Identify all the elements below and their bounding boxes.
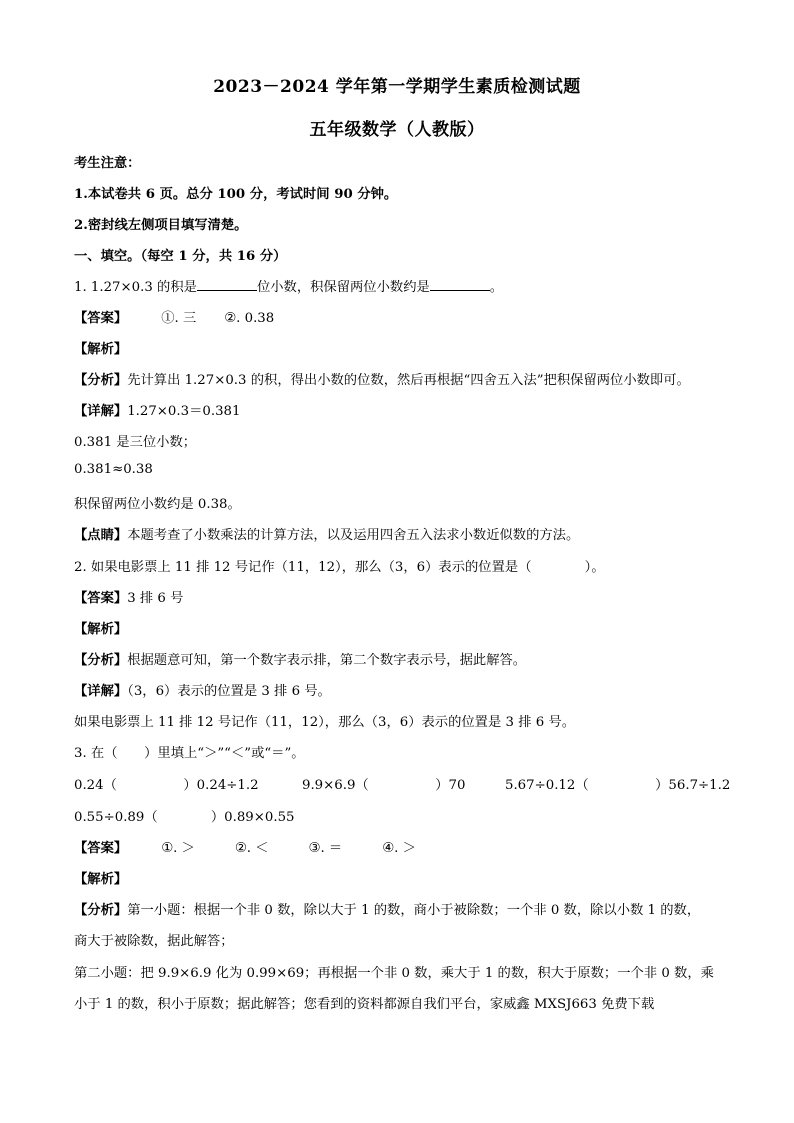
q3-fenxi-4: 小于 1 的数，积小于原数；据此解答；您看到的资料都源自我们平台，家威鑫 MXSJ663 免费下载 bbox=[74, 997, 655, 1012]
q1-blank-2 bbox=[430, 278, 490, 291]
q3-fenxi-tag: 【分析】 bbox=[74, 903, 128, 918]
q1-answer bbox=[74, 307, 274, 326]
q1-detail-1: 1.27×0.3＝0.381 bbox=[127, 404, 241, 419]
q1-comment-tag: 【点睛】 bbox=[74, 528, 128, 543]
q1-detail-tag: 【详解】 bbox=[74, 404, 128, 419]
q3-fenxi bbox=[74, 899, 700, 918]
q1-detail-4: 积保留两位小数约是 0.38。 bbox=[74, 497, 241, 512]
q2-stem: 2. 如果电影票上 11 排 12 号记作（11，12），那么（3，6）表示的位置是（ ）。 bbox=[74, 560, 605, 575]
q3-answer-2: ②. ＜ bbox=[234, 841, 269, 856]
q1-comment-text: 本题考查了小数乘法的计算方法，以及运用四舍五入法求小数近似数的方法。 bbox=[127, 528, 580, 543]
q3-stem: 3. 在（ ）里填上“＞”“＜”或“＝”。 bbox=[74, 746, 305, 761]
q1-comment bbox=[74, 524, 579, 543]
q1-stem bbox=[74, 276, 503, 295]
q1-answer-tag: 【答案】 bbox=[74, 311, 128, 326]
q1-blank-1 bbox=[197, 278, 257, 291]
page-subtitle: 五年级数学（人教版） bbox=[309, 120, 485, 140]
q1-stem-part-b: 位小数，积保留两位小数约是 bbox=[256, 280, 430, 295]
q2-detail-2: 如果电影票上 11 排 12 号记作（11，12），那么（3，6）表示的位置是 3 排 6 号。 bbox=[74, 715, 575, 730]
q1-fenxi bbox=[74, 369, 690, 388]
q3-fenxi-1: 第一小题：根据一个非 0 数，除以大于 1 的数，商小于被除数；一个非 0 数，除以小数 1 的数， bbox=[127, 903, 701, 918]
q1-fenxi-tag: 【分析】 bbox=[74, 373, 128, 388]
q2-analysis-tag: 【解析】 bbox=[74, 622, 128, 637]
q2-detail bbox=[74, 680, 331, 699]
q1-detail-2: 0.381 是三位小数； bbox=[74, 435, 197, 450]
q3-row2: 0.55÷0.89（ ）0.89×0.55 bbox=[74, 810, 295, 825]
notice-item-2: 2.密封线左侧项目填写清楚。 bbox=[74, 218, 248, 233]
q2-detail-tag: 【详解】 bbox=[74, 684, 128, 699]
q2-detail-1: （3，6）表示的位置是 3 排 6 号。 bbox=[127, 684, 331, 699]
q2-answer-text: 3 排 6 号 bbox=[127, 591, 184, 606]
q1-answer-2: ②. 0.38 bbox=[224, 311, 275, 326]
q3-analysis-tag: 【解析】 bbox=[74, 872, 128, 887]
notice-item-1: 1.本试卷共 6 页。总分 100 分，考试时间 90 分钟。 bbox=[74, 187, 398, 202]
q1-stem-part-c: 。 bbox=[489, 280, 504, 295]
q1-answer-1: ①. 三 bbox=[161, 311, 197, 326]
q2-answer-tag: 【答案】 bbox=[74, 591, 128, 606]
q3-answer bbox=[74, 837, 416, 856]
q1-detail bbox=[74, 400, 240, 419]
q3-row1-c: 5.67÷0.12（ ）56.7÷1.2 bbox=[505, 778, 731, 793]
q3-answer-tag: 【答案】 bbox=[74, 841, 128, 856]
q1-detail-3: 0.381≈0.38 bbox=[74, 462, 153, 477]
q3-answer-3: ③. ＝ bbox=[308, 841, 343, 856]
q2-fenxi-tag: 【分析】 bbox=[74, 653, 128, 668]
q1-fenxi-text: 先计算出 1.27×0.3 的积，得出小数的位数，然后再根据“四舍五入法”把积保留两位小数即可。 bbox=[127, 373, 690, 388]
q1-analysis-tag: 【解析】 bbox=[74, 342, 128, 357]
q3-fenxi-3: 第二小题：把 9.9×6.9 化为 0.99×69；再根据一个非 0 数，乘大于 1 的数，积大于原数；一个非 0 数，乘 bbox=[74, 966, 714, 981]
page-title: 2023－2024 学年第一学期学生素质检测试题 bbox=[213, 77, 581, 97]
section-heading: 一、填空。（每空 1 分，共 16 分） bbox=[74, 249, 287, 264]
q3-fenxi-2: 商大于被除数，据此解答； bbox=[74, 934, 234, 949]
q3-row1-b: 9.9×6.9（ ）70 bbox=[302, 778, 466, 793]
notice-heading: 考生注意： bbox=[74, 156, 141, 171]
q2-fenxi-text: 根据题意可知，第一个数字表示排，第二个数字表示号，据此解答。 bbox=[127, 653, 527, 668]
q3-answer-1: ①. ＞ bbox=[161, 841, 195, 856]
q2-fenxi bbox=[74, 649, 526, 668]
q3-answer-4: ④. ＞ bbox=[382, 841, 416, 856]
q3-row1-a: 0.24（ ）0.24÷1.2 bbox=[74, 778, 259, 793]
q1-stem-part-a: 1. 1.27×0.3 的积是 bbox=[74, 280, 197, 295]
q2-answer bbox=[74, 587, 183, 606]
